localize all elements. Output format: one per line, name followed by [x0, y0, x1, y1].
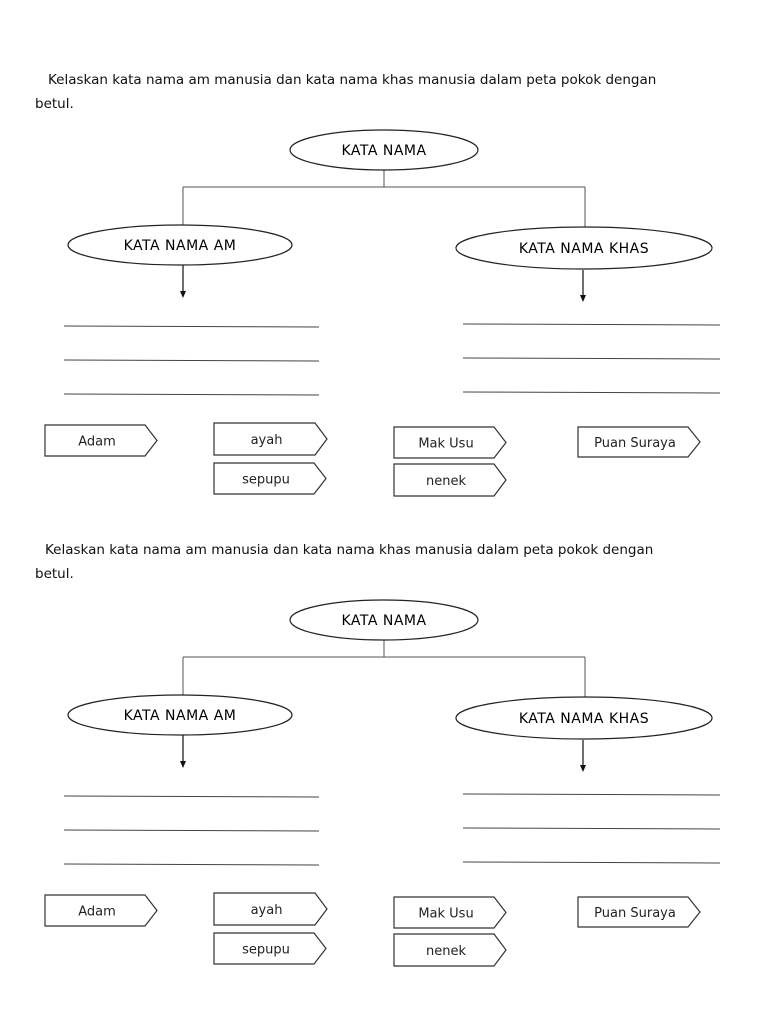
answer-line-am[interactable] — [64, 394, 319, 395]
word-tag-label: ayah — [250, 903, 283, 918]
instruction-line: Kelaskan kata nama am manusia dan kata nama khas manusia dalam peta pokok dengan — [45, 542, 654, 558]
answer-line-khas[interactable] — [463, 358, 720, 359]
answer-line-khas[interactable] — [463, 392, 720, 393]
answer-line-am[interactable] — [64, 360, 319, 361]
word-tag-label: Mak Usu — [418, 436, 474, 452]
root-node-label: KATA NAMA — [341, 143, 427, 159]
tree-map-diagram — [0, 0, 768, 489]
word-tag-label: Mak Usu — [418, 906, 474, 922]
instruction-line: Kelaskan kata nama am manusia dan kata nama khas manusia dalam peta pokok dengan — [48, 72, 657, 88]
word-tag-label: Puan Suraya — [594, 906, 676, 921]
tree-map-diagram — [0, 470, 768, 959]
arrow-head-icon — [180, 291, 186, 298]
answer-line-khas[interactable] — [463, 324, 720, 325]
word-tag-label: Adam — [78, 434, 116, 450]
arrow-head-icon — [180, 761, 186, 768]
answer-line-am[interactable] — [64, 864, 319, 865]
answer-line-khas[interactable] — [463, 828, 720, 829]
word-tag-label: Adam — [78, 904, 116, 920]
word-tag-label: nenek — [425, 474, 467, 489]
root-node-label: KATA NAMA — [341, 613, 427, 629]
answer-line-khas[interactable] — [463, 794, 720, 795]
answer-line-am[interactable] — [64, 326, 319, 327]
arrow-head-icon — [580, 765, 586, 772]
worksheet-section — [0, 470, 768, 959]
word-tag-label: nenek — [425, 944, 467, 959]
worksheet-section — [0, 0, 768, 489]
answer-line-am[interactable] — [64, 830, 319, 831]
kata-nama-khas-node-label: KATA NAMA KHAS — [518, 711, 650, 727]
instruction-line: betul. — [35, 566, 74, 582]
kata-nama-am-node-label: KATA NAMA AM — [123, 708, 237, 724]
word-tag-label: sepupu — [242, 942, 290, 958]
word-tag-label: Puan Suraya — [594, 436, 676, 451]
answer-line-khas[interactable] — [463, 862, 720, 863]
kata-nama-am-node-label: KATA NAMA AM — [123, 238, 237, 254]
word-tag-label: sepupu — [242, 472, 290, 488]
kata-nama-khas-node-label: KATA NAMA KHAS — [518, 241, 650, 257]
arrow-head-icon — [580, 295, 586, 302]
instruction-line: betul. — [35, 96, 74, 112]
answer-line-am[interactable] — [64, 796, 319, 797]
word-tag-label: ayah — [250, 433, 283, 448]
